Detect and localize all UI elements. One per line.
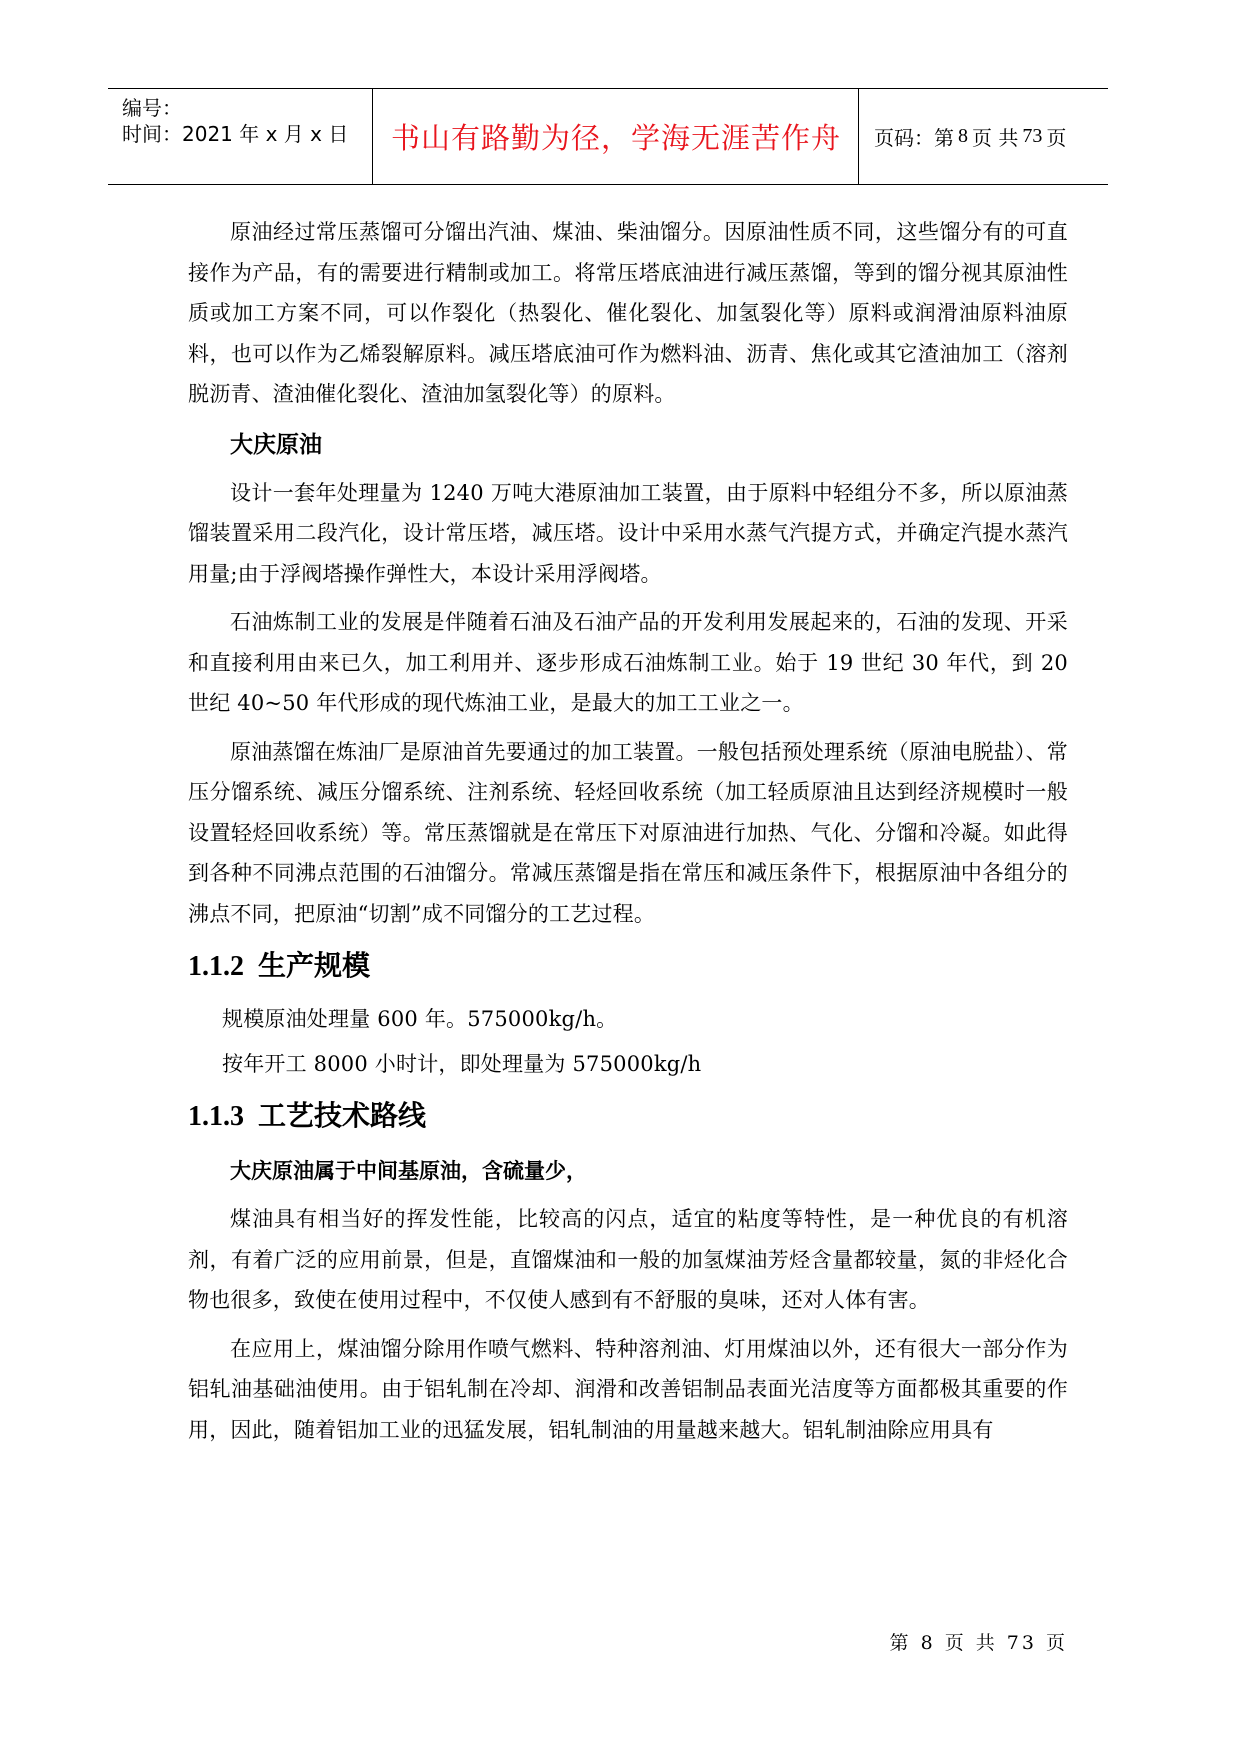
paragraph: 石油炼制工业的发展是伴随着石油及石油产品的开发利用发展起来的，石油的发现、开采和直接利用由来已久，加工利用并、逐步形成石油炼制工业。始于 19 世纪 30 年代，到 20 世纪 40~50 年代形成的现代炼油工业，是最大的加工工业之一。 [188, 610, 1068, 715]
header-meta [122, 95, 372, 147]
page-header [108, 88, 1108, 185]
paragraph: 在应用上，煤油馏分除用作喷气燃料、特种溶剂油、灯用煤油以外，还有很大一部分作为铝轧油基础油使用。由于铝轧制在冷却、润滑和改善铝制品表面光洁度等方面都极其重要的作用，因此，随着铝加工业的迅猛发展，铝轧制油的用量越来越大。铝轧制油除应用具有 [188, 1336, 1068, 1442]
section-number: 1.1.3 [188, 1101, 244, 1132]
paragraph: 煤油具有相当好的挥发性能，比较高的闪点，适宜的粘度等特性，是一种优良的有机溶剂，有着广泛的应用前景，但是，直馏煤油和一般的加氢煤油芳烃含量都较量，氮的非烃化合物也很多，致使在使用过程中，不仅使人感到有不舒服的臭味，还对人体有害。 [188, 1207, 1068, 1312]
section-number: 1.1.2 [188, 951, 244, 982]
page-prefix: 页码：第 [874, 126, 954, 150]
page-footer: 第 8 页 共 73 页 [889, 1632, 1068, 1654]
paragraph: 按年开工 8000 小时计，即处理量为 575000kg/h [222, 1051, 702, 1076]
subheading-crude-type: 大庆原油属于中间基原油，含硫量少， [230, 1159, 587, 1183]
section-heading-production-scale [188, 944, 1068, 989]
paragraph: 规模原油处理量 600 年。575000kg/h。 [222, 1007, 618, 1031]
paragraph: 原油蒸馏在炼油厂是原油首先要通过的加工装置。一般包括预处理系统（原油电脱盐）、常压分馏系统、减压分馏系统、注剂系统、轻烃回收系统（加工轻质原油且达到经济规模时一般设置轻烃回收系统）等。常压蒸馏就是在常压下对原油进行加热、气化、分馏和冷凝。如此得到各种不同沸点范围的石油馏分。常减压蒸馏是指在常压和减压条件下，根据原油中各组分的沸点不同，把原油“切割”成不同馏分的工艺过程。 [188, 739, 1068, 926]
header-divider-left [372, 89, 373, 184]
paragraph: 原油经过常压蒸馏可分馏出汽油、煤油、柴油馏分。因原油性质不同，这些馏分有的可直接作为产品，有的需要进行精制或加工。将常压塔底油进行减压蒸馏，等到的馏分视其原油性质或加工方案不同，可以作裂化（热裂化、催化裂化、加氢裂化等）原料或润滑油原料油原料，也可以作为乙烯裂解原料。减压塔底油可作为燃料油、沥青、焦化或其它渣油加工（溶剂脱沥青、渣油催化裂化、渣油加氢裂化等）的原料。 [188, 220, 1068, 406]
paragraph: 设计一套年处理量为 1240 万吨大港原油加工装置，由于原料中轻组分不多，所以原油蒸馏装置采用二段汽化，设计常压塔，减压塔。设计中采用水蒸气汽提方式，并确定汽提水蒸汽用量;由于浮阀塔操作弹性大，本设计采用浮阀塔。 [188, 480, 1068, 586]
page-suffix: 页 [1046, 126, 1067, 150]
document-body [188, 212, 1068, 1458]
header-page-indicator [860, 89, 1108, 184]
header-motto: 书山有路勤为径，学海无涯苦作舟 [390, 121, 841, 155]
section-title-text: 工艺技术路线 [258, 1099, 427, 1132]
section-title-text: 生产规模 [258, 949, 371, 982]
page-mid: 页 共 [972, 126, 1019, 150]
page-total: 73 [1022, 125, 1043, 147]
page-current: 8 [958, 125, 968, 147]
header-divider-right [858, 89, 859, 184]
document-number-label: 编号： [122, 96, 182, 120]
document-time-label: 时间：2021 年 x 月 x 日 [122, 122, 349, 146]
subheading-daqing-crude: 大庆原油 [230, 431, 322, 458]
section-heading-process-route [188, 1094, 1068, 1139]
